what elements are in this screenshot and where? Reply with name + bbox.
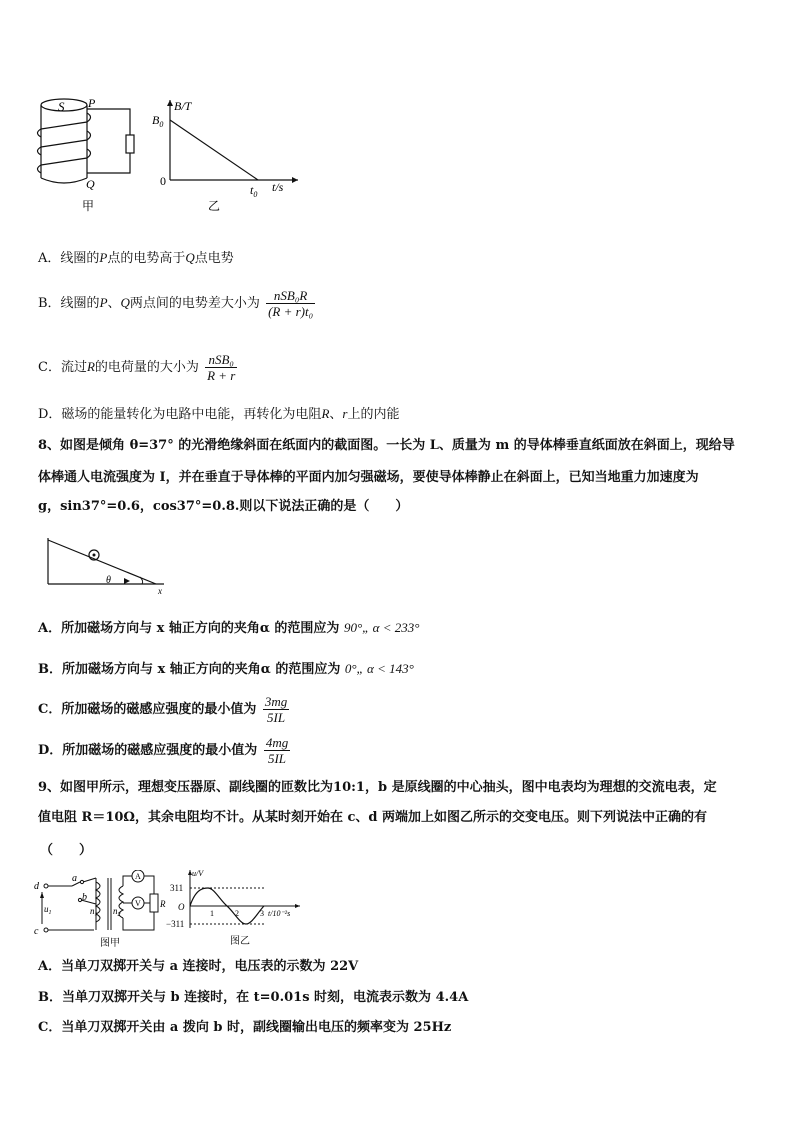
q7-option-C: C．流过R的电荷量的大小为 $\frac{\text{nSB₀}}{R + r}$ bbox=[38, 352, 236, 383]
label-B0: $B_0$ bbox=[152, 113, 164, 129]
label-c: c bbox=[34, 926, 39, 937]
label-d: d bbox=[34, 881, 39, 892]
q8-option-B: B．所加磁场方向与 x 轴正方向的夹角α 的范围应为 0°„ α < 143° bbox=[38, 661, 414, 677]
ammeter-label: A bbox=[135, 872, 141, 881]
q7-option-D: D．磁场的能量转化为电路中电能，再转化为电阻R、r上的内能 bbox=[38, 406, 400, 422]
x-tick-2: 2 bbox=[235, 909, 239, 918]
coil-diagram bbox=[30, 95, 155, 215]
label-n1: $n_1$ bbox=[90, 906, 98, 918]
q8-stem-line2: 体棒通人电流强度为 I，并在垂直于导体棒的平面内加匀强磁场，要使导体棒静止在斜面上，已知当地重力加速度为 bbox=[38, 470, 699, 485]
origin-label: O bbox=[178, 902, 185, 912]
label-n2: $n_2$ bbox=[113, 906, 121, 918]
y-min-label: −311 bbox=[166, 919, 185, 929]
resistor-label: R bbox=[160, 899, 166, 909]
q7-C-fraction: $\frac{\text{nSB₀}}{R + r}$ bbox=[207, 352, 236, 383]
y-axis-label: B/T bbox=[174, 99, 192, 113]
q8-C-fraction: $\frac{3mg}{5IL}$ bbox=[264, 694, 288, 725]
label-Q: Q bbox=[86, 177, 95, 191]
q7-option-B: B．线圈的P、Q两点间的电势差大小为 $\frac{\text{nSB₀R}}{\text{(R + r)t₀}}$ bbox=[38, 288, 314, 319]
q9-stem-line1: 9、如图甲所示，理想变压器原、副线圈的匝数比为10:1，b 是原线圈的中心抽头，图中电表均为理想的交流电表，定 bbox=[38, 780, 717, 795]
theta-label: θ bbox=[106, 575, 111, 586]
x-label: x bbox=[158, 586, 162, 596]
label-t0: $t_0$ bbox=[250, 183, 258, 199]
q9-option-A: A．当单刀双掷开关与 a 连接时，电压表的示数为 22V bbox=[38, 959, 359, 974]
q7-option-A: A．线圈的P点的电势高于Q点电势 bbox=[38, 250, 234, 266]
q8-option-D: D．所加磁场的磁感应强度的最小值为 $\frac{4mg}{5IL}$ bbox=[38, 735, 289, 766]
q9-transformer-figure bbox=[34, 870, 184, 948]
q8-stem-line3: g，sin37°=0.6，cos37°=0.8.则以下说法正确的是（ ） bbox=[38, 499, 409, 514]
x-axis-label: t/s bbox=[272, 180, 284, 194]
caption-tujia: 图甲 bbox=[100, 938, 120, 948]
x-axis-label: t/10⁻²s bbox=[268, 909, 291, 918]
fig7-yi-graph bbox=[150, 98, 300, 215]
q9-stem-line3: （ ） bbox=[40, 843, 93, 858]
label-a: a bbox=[72, 873, 77, 884]
q8-option-A: A．所加磁场方向与 x 轴正方向的夹角α 的范围应为 90°„ α < 233° bbox=[38, 620, 420, 636]
label-b: b bbox=[82, 892, 87, 903]
y-axis-label: u/V bbox=[192, 869, 204, 878]
label-u1: $u_1$ bbox=[44, 904, 52, 916]
label-P: P bbox=[88, 96, 96, 110]
transformer-circuit bbox=[34, 870, 184, 948]
voltmeter-label: V bbox=[135, 899, 141, 908]
caption-yi: 乙 bbox=[208, 199, 221, 213]
q9-option-C: C．当单刀双掷开关由 a 拨向 b 时，副线圈输出电压的频率变为 25Hz bbox=[38, 1020, 452, 1035]
q7-B-fraction: $\frac{\text{nSB₀R}}{\text{(R + r)t₀}}$ bbox=[268, 288, 314, 319]
q9-option-B: B．当单刀双掷开关与 b 连接时，在 t=0.01s 时刻，电流表示数为 4.4A bbox=[38, 990, 469, 1005]
q9-stem-line2: 值电阻 R＝10Ω，其余电阻均不计。从某时刻开始在 c、d 两端加上如图乙所示的交变电压。则下列说法中正确的有 bbox=[38, 810, 708, 825]
q9-voltage-graph bbox=[164, 866, 314, 948]
fig7-jia-coil bbox=[30, 95, 155, 215]
q8-stem-line1: 8、如图是倾角 θ=37° 的光滑绝缘斜面在纸面内的截面图。一长为 L、质量为 m 的导体棒垂直纸面放在斜面上，现给导 bbox=[38, 438, 735, 453]
b-t-graph bbox=[150, 98, 300, 215]
y-max-label: 311 bbox=[170, 883, 184, 893]
x-tick-3: 3 bbox=[260, 909, 264, 918]
q8-D-fraction: $\frac{4mg}{5IL}$ bbox=[265, 735, 289, 766]
q8-option-C: C．所加磁场的磁感应强度的最小值为 $\frac{3mg}{5IL}$ bbox=[38, 694, 288, 725]
origin-label: 0 bbox=[160, 174, 166, 188]
incline-diagram bbox=[44, 536, 170, 596]
caption-tuyi: 图乙 bbox=[230, 936, 250, 947]
caption-jia: 甲 bbox=[82, 199, 95, 213]
voltage-waveform bbox=[164, 866, 314, 948]
x-tick-1: 1 bbox=[210, 909, 214, 918]
label-S: S bbox=[58, 99, 65, 114]
q8-incline-figure bbox=[44, 536, 170, 596]
